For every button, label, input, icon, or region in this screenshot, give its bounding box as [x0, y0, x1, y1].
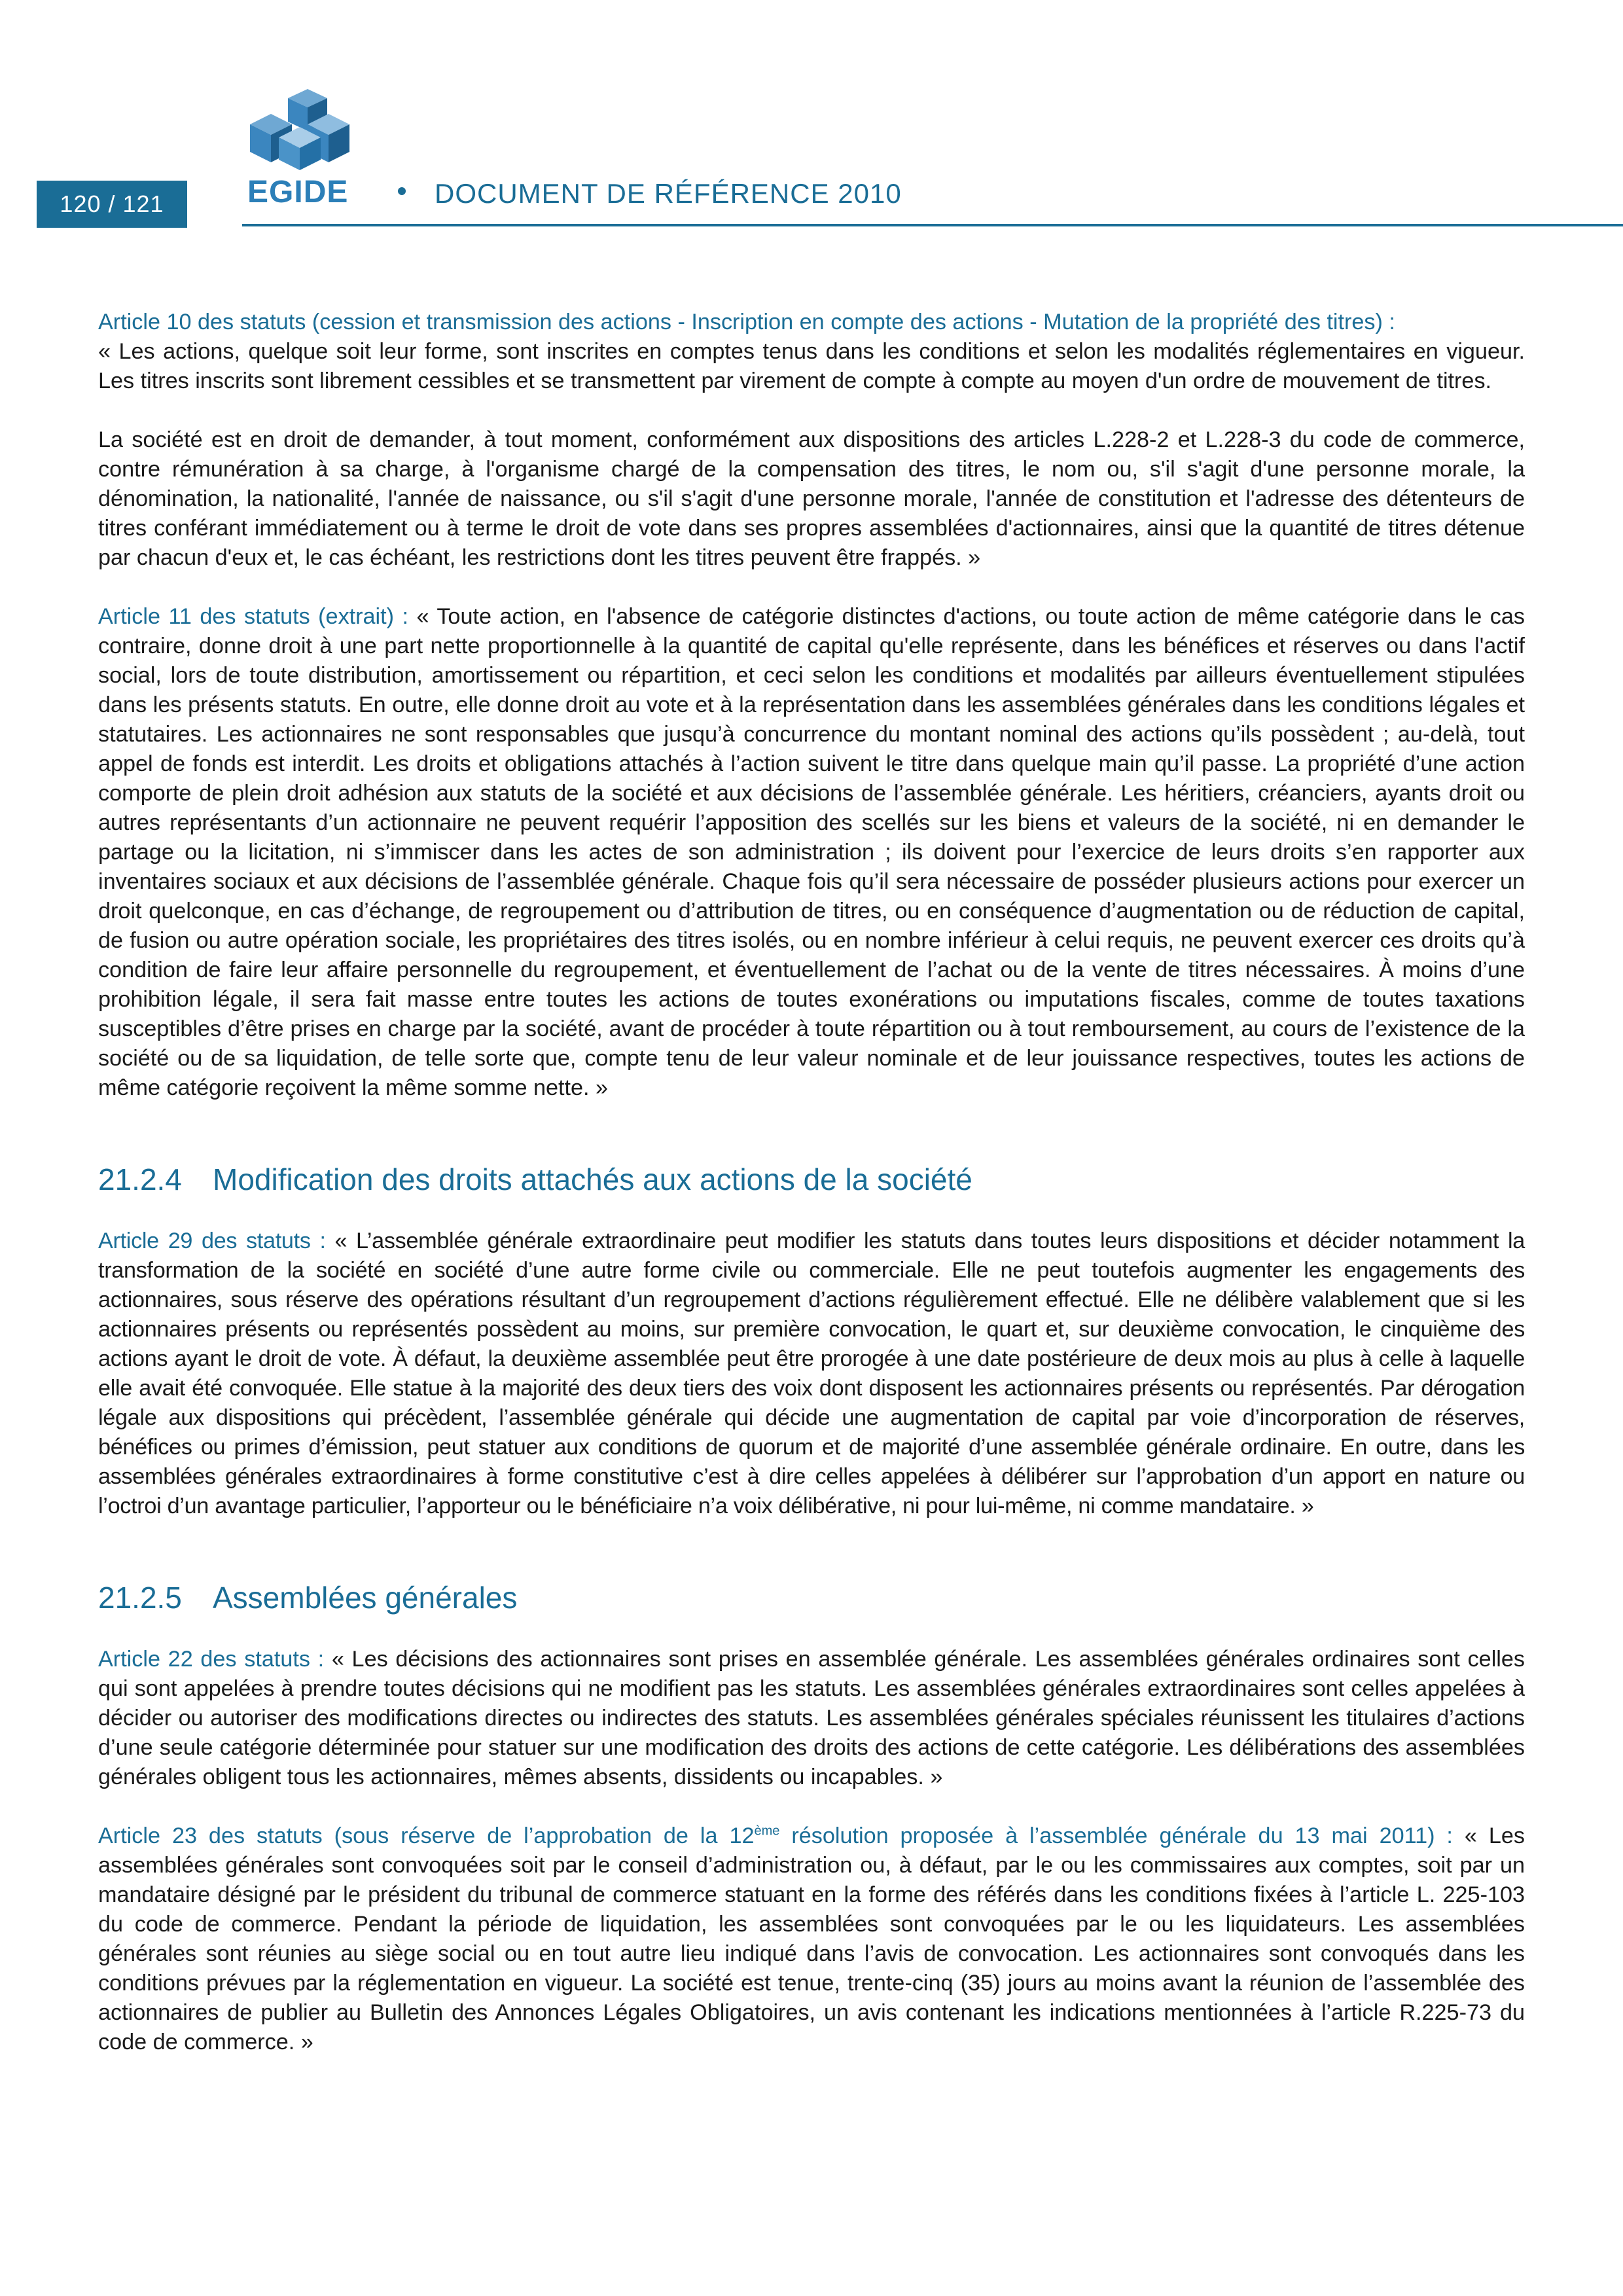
section-21-2-4-heading [98, 1162, 1525, 1197]
article-11-paragraph [98, 602, 1525, 1103]
section-number: 21.2.4 [98, 1162, 182, 1196]
article-10-label: Article 10 des statuts (cession et transmission des actions - Inscription en compte des actions - Mutation de la propriété des titres) : [98, 310, 1395, 334]
section-title: Modification des droits attachés aux actions de la société [213, 1162, 972, 1196]
article-22-label: Article 22 des statuts : [98, 1647, 325, 1672]
article-10-paragraph-2: La société est en droit de demander, à tout moment, conformément aux dispositions des articles L.228-2 et L.228-3 du code de commerce, contre rémunération à sa charge, à l'organisme chargé de la compensation des titres, le nom ou, s'il s'agit d'une personne morale, la dénomination, la nationalité, l'année de naissance, ou s'il s'agit d'une personne morale, l'année de constitution et l'adresse des détenteurs de titres conférant immédiatement ou à terme le droit de vote dans ses propres assemblées d'actionnaires, ainsi que la quantité de titres détenue par chacun d'eux et, le cas échéant, les restrictions dont les titres peuvent être frappés. » [98, 427, 1525, 570]
page-content [98, 308, 1525, 2087]
article-10-text: « Les actions, quelque soit leur forme, sont inscrites en comptes tenus dans les conditions et selon les modalités réglementaires en vigueur. Les titres inscrits sont librement cessibles et se transmettent par virement de compte à compte au moyen d'un ordre de mouvement de titres. [98, 339, 1525, 393]
article-23-text: « Les assemblées générales sont convoquées soit par le conseil d’administration ou, à défaut, par le ou les commissaires aux comptes, soit par un mandataire désigné par le président du tribunal de commerce statuant en la forme des référés dans les conditions fixées à l’article L. 225-103 du code de commerce. Pendant la période de liquidation, les assemblées sont convoquées par le ou les liquidateurs. Les assemblées générales sont réunies au siège social ou en tout autre lieu indiqué dans l’avis de convocation. Les actionnaires sont convoqués dans les conditions prévues par la réglementation en vigueur. La société est tenue, trente-cinq (35) jours au moins avant la réunion de l’assemblée des actionnaires de publier au Bulletin des Annonces Légales Obligatoires, un avis contenant les indications mentionnées à l’article R.225-73 du code de commerce. » [98, 1823, 1525, 2054]
document-title: DOCUMENT DE RÉFÉRENCE 2010 [435, 178, 902, 209]
article-29-paragraph [98, 1227, 1525, 1521]
article-11-label: Article 11 des statuts (extrait) : [98, 604, 409, 629]
article-23-label-part-a: Article 23 des statuts (sous réserve de l’approbation de la 12 [98, 1823, 755, 1848]
article-23-label [98, 1823, 1453, 1848]
article-23-paragraph [98, 1821, 1525, 2057]
article-22-paragraph [98, 1645, 1525, 1792]
article-23-label-superscript: ème [754, 1823, 780, 1839]
article-10-paragraph [98, 308, 1525, 396]
section-title: Assemblées générales [213, 1581, 518, 1615]
header-bullet [398, 187, 406, 195]
article-23-label-part-b: résolution proposée à l’assemblée générale du 13 mai 2011) : [779, 1823, 1453, 1848]
section-21-2-5-heading [98, 1580, 1525, 1615]
article-11-text: « Toute action, en l'absence de catégorie distinctes d'actions, ou toute action de même catégorie dans le cas contraire, donne droit à une part nette proportionnelle à la quantité de capital qu'elle représente, dans les bénéfices et réserves ou dans l'actif social, lors de toute distribution, amortissement ou répartition, et ceci selon les conditions et modalités par ailleurs éventuellement stipulées dans les présents statuts. En outre, elle donne droit au vote et à la représentation dans les assemblées générales dans les conditions légales et statutaires. Les actionnaires ne sont responsables que jusqu’à concurrence du montant nominal des actions qu’ils possèdent ; au-delà, tout appel de fonds est interdit. Les droits et obligations attachés à l’action suivent le titre dans quelque main qu’il passe. La propriété d’une action comporte de plein droit adhésion aux statuts de la société et aux décisions de l’assemblée générale. Les héritiers, créanciers, ayants droit ou autres représentants d’un actionnaire ne peuvent requérir l’apposition des scellés sur les biens et valeurs de la société, ni en demander le partage ou la licitation, ni s’immiscer dans les actes de son administration ; ils doivent pour l’exercice de leurs droits s’en rapporter aux inventaires sociaux et aux décisions de l’assemblée générale. Chaque fois qu’il sera nécessaire de posséder plusieurs actions pour exercer un droit quelconque, en cas d’échange, de regroupement ou d’attribution de titres, ou en conséquence d’augmentation ou de réduction de capital, de fusion ou autre opération sociale, les propriétaires des titres isolés, ou en nombre inférieur à celui requis, ne peuvent exercer ces droits qu’à condition de faire leur affaire personnelle du regroupement, et éventuellement de l’achat ou de la vente de titres nécessaires. À moins d’une prohibition légale, il sera fait masse entre toutes les actions de toutes exonérations ou imputations fiscales, comme de toutes taxations susceptibles d’être prises en charge par la société, avant de procéder à toute répartition ou à tout remboursement, au cours de l’existence de la société ou de sa liquidation, de telle sorte que, compte tenu de leur valeur nominale et de leur jouissance respectives, toutes les actions de même catégorie reçoivent la même somme nette. » [98, 604, 1525, 1100]
egide-logo-text: EGIDE [247, 175, 349, 209]
section-number: 21.2.5 [98, 1581, 182, 1615]
page-number-badge: 120 / 121 [37, 181, 187, 228]
article-22-text: « Les décisions des actionnaires sont prises en assemblée générale. Les assemblées générales ordinaires sont celles qui sont appelées à prendre toutes décisions qui ne modifient pas les statuts. Les assemblées générales extraordinaires sont celles appelées à décider ou autoriser des modifications directes ou indirectes des statuts. Les assemblées générales spéciales réunissent les titulaires d’actions d’une seule catégorie déterminée pour statuer sur une modification des droits des actions de cette catégorie. Les délibérations des assemblées générales obligent tous les actionnaires, mêmes absents, dissidents ou incapables. » [98, 1647, 1525, 1789]
article-29-text: « L’assemblée générale extraordinaire peut modifier les statuts dans toutes leurs dispositions et décider notamment la transformation de la société en société d’une autre forme civile ou commerciale. Elle ne peut toutefois augmenter les engagements des actionnaires, sous réserve des opérations résultant d’un regroupement d’actions régulièrement effectué. Elle ne délibère valablement que si les actionnaires présents ou représentés possèdent au moins, sur première convocation, le quart et, sur deuxième convocation, le cinquième des actions ayant le droit de vote. À défaut, la deuxième assemblée peut être prorogée à une date postérieure de deux mois au plus à celle à laquelle elle avait été convoquée. Elle statue à la majorité des deux tiers des voix dont disposent les actionnaires présents ou représentés. Par dérogation légale aux dispositions qui précèdent, l’assemblée générale qui décide une augmentation de capital par voie d’incorporation de réserves, bénéfices ou primes d’émission, peut statuer aux conditions de quorum et de majorité d’une assemblée générale ordinaire. En outre, dans les assemblées générales extraordinaires à forme constitutive c’est à dire celles appelées à délibérer sur l’approbation d’un apport en nature ou l’octroi d’un avantage particulier, l’apporteur ou le bénéficiaire n’a voix délibérative, ni pour lui-même, ni comme mandataire. » [98, 1229, 1525, 1518]
article-29-label: Article 29 des statuts : [98, 1229, 326, 1253]
header-divider [242, 224, 1623, 226]
